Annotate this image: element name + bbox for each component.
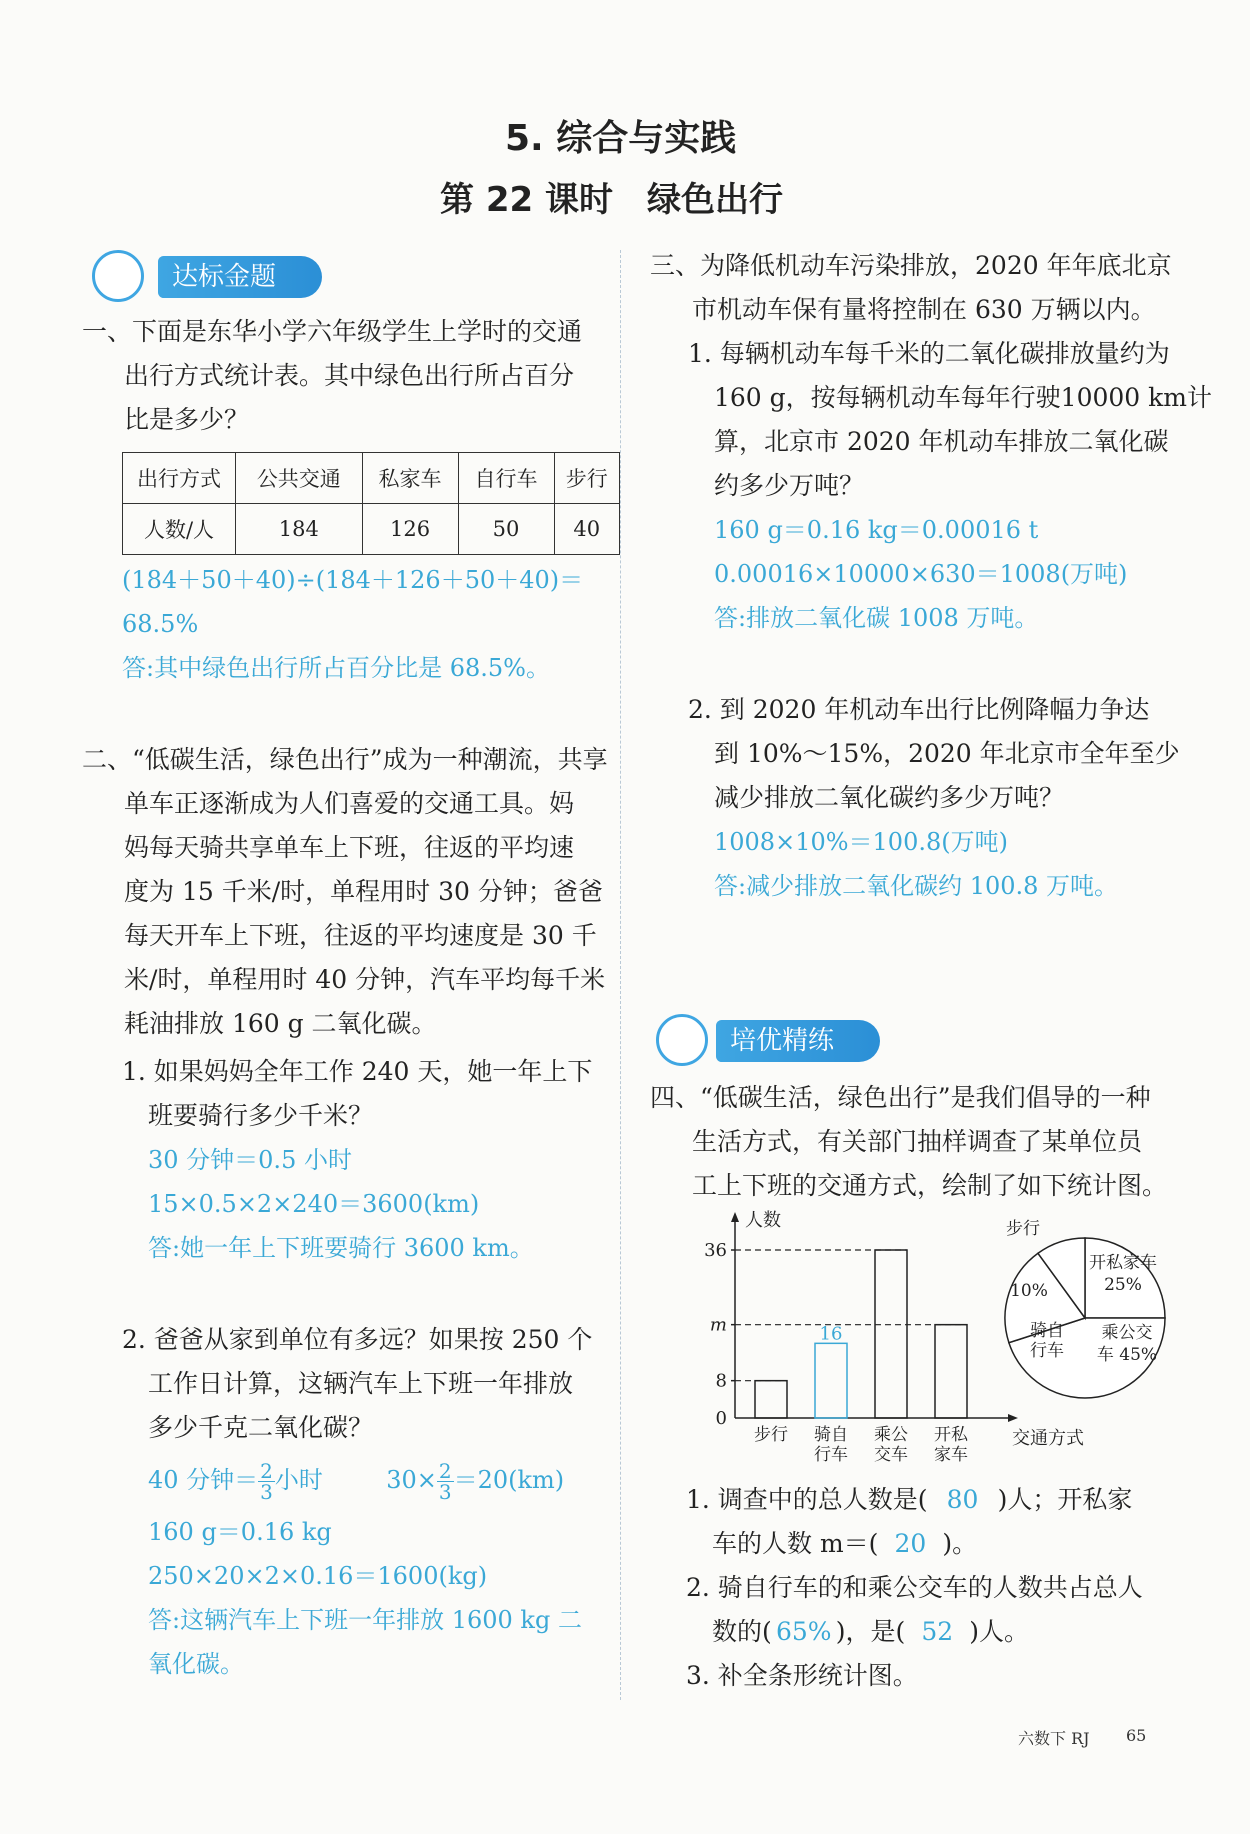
- table-header-row: [123, 453, 620, 504]
- x-tick-label: 行车: [814, 1445, 848, 1465]
- panda-mascot-icon: [656, 1014, 708, 1066]
- bar-开私家车: [935, 1325, 967, 1418]
- q3-sub2-line: 2. 到 2020 年机动车出行比例降幅力争达: [688, 695, 1150, 724]
- pie-label: 乘公交: [1101, 1323, 1153, 1343]
- q2-line: 米/时，单程用时 40 分钟，汽车平均每千米: [124, 965, 606, 994]
- y-tick-label: 36: [704, 1240, 727, 1261]
- q2-line: 二、“低碳生活，绿色出行”成为一种潮流，共享: [82, 745, 608, 774]
- q4-sub3-line: 3. 补全条形统计图。: [686, 1661, 918, 1690]
- q4-sub1-line: [686, 1522, 1143, 1566]
- answer-blank: 52: [921, 1617, 954, 1646]
- pie-label: 25%: [1104, 1275, 1142, 1295]
- column-divider: [620, 250, 621, 1700]
- q1-line: 比是多少？: [124, 405, 250, 434]
- q1-text: [82, 310, 582, 442]
- pie-chart: [1005, 1219, 1165, 1398]
- q4-text: 数的(: [712, 1617, 772, 1646]
- data-label: 16: [819, 1323, 843, 1345]
- q3-line: 市机动车保有量将控制在 630 万辆以内。: [692, 295, 1156, 324]
- q2-sub2-line: 2. 爸爸从家到单位有多远？如果按 250 个: [122, 1325, 593, 1354]
- q2-line: 度为 15 千米/时，单程用时 30 分钟；爸爸: [124, 877, 603, 906]
- q3-sub1: [688, 332, 1212, 640]
- travel-stat-table: [122, 452, 620, 555]
- y-tick-label: 0: [715, 1408, 727, 1429]
- table-header-cell: 公共交通: [236, 453, 363, 504]
- answer-blank: 65%: [775, 1617, 832, 1646]
- q4-line: 四、“低碳生活，绿色出行”是我们倡导的一种: [650, 1083, 1151, 1112]
- q4-text: )人。: [969, 1617, 1030, 1646]
- table-header-cell: 私家车: [362, 453, 458, 504]
- fraction-denominator: 3: [260, 1480, 273, 1504]
- answer-line: 答:排放二氧化碳 1008 万吨。: [714, 604, 1039, 632]
- q4-subs: [686, 1478, 1143, 1698]
- q2-sub2-line: 工作日计算，这辆汽车上下班一年排放: [148, 1369, 574, 1398]
- x-tick-label: 开私: [934, 1425, 968, 1445]
- pie-label: 步行: [1006, 1219, 1040, 1239]
- table-cell: 184: [236, 504, 363, 555]
- y-tick-label: 8: [715, 1370, 727, 1392]
- q4-sub2-line: 2. 骑自行车的和乘公交车的人数共占总人: [686, 1573, 1143, 1602]
- pie-label: 骑自: [1030, 1321, 1064, 1341]
- answer-fraction-line: [122, 1450, 592, 1510]
- q1-line: 出行方式统计表。其中绿色出行所占百分: [124, 361, 575, 390]
- q4-sub1-line: [686, 1478, 1143, 1522]
- y-tick-label: m: [709, 1314, 727, 1336]
- q1-answers: [122, 558, 583, 690]
- q2-sub1-line: 1. 如果妈妈全年工作 240 天，她一年上下: [122, 1057, 593, 1086]
- table-header-cell: 自行车: [458, 453, 554, 504]
- q4-text: )，是(: [835, 1617, 906, 1646]
- q4-text: 车的人数 m＝(: [712, 1529, 879, 1558]
- unit-title: 5. 综合与实践: [505, 118, 737, 159]
- x-tick-label: 交车: [874, 1445, 908, 1465]
- q3-sub2-line: 减少排放二氧化碳约多少万吨？: [714, 783, 1065, 812]
- pie-label: 行车: [1030, 1341, 1064, 1361]
- table-row-label: 人数/人: [123, 504, 236, 555]
- lesson-title: 第 22 课时 绿色出行: [440, 180, 783, 220]
- pie-label: 开私家车: [1089, 1253, 1157, 1273]
- y-axis-arrow-icon: [731, 1212, 739, 1222]
- answer-line: 答:减少排放二氧化碳约 100.8 万吨。: [714, 872, 1119, 900]
- answer-line: 160 g＝0.16 kg＝0.00016 t: [714, 516, 1039, 544]
- answer-blank: 20: [894, 1529, 927, 1558]
- answer-line: 答:这辆汽车上下班一年排放 1600 kg 二: [148, 1606, 582, 1634]
- q3-sub1-line: 算，北京市 2020 年机动车排放二氧化碳: [714, 427, 1169, 456]
- x-tick-label: 步行: [754, 1425, 788, 1445]
- fraction: [437, 1461, 454, 1502]
- x-tick-label: 乘公: [874, 1425, 908, 1445]
- bar-乘公交车: [875, 1250, 907, 1418]
- answer-text: 40 分钟＝: [148, 1466, 259, 1494]
- q3-sub2: [688, 688, 1180, 908]
- q4-line: 生活方式，有关部门抽样调查了某单位员: [692, 1127, 1143, 1156]
- fraction-denominator: 3: [438, 1480, 452, 1504]
- x-tick-label: 家车: [934, 1445, 968, 1465]
- fraction-numerator: 2: [260, 1459, 273, 1483]
- bar-步行: [755, 1381, 787, 1418]
- pie-label: 10%: [1010, 1281, 1048, 1301]
- q2-line: 耗油排放 160 g 二氧化碳。: [124, 1009, 437, 1038]
- panda-mascot-icon: [92, 250, 144, 302]
- q3-sub1-line: 约多少万吨？: [714, 471, 865, 500]
- table-header-cell: 步行: [554, 453, 619, 504]
- y-axis-label: 人数: [745, 1210, 781, 1231]
- q4-line: 工上下班的交通方式，绘制了如下统计图。: [692, 1171, 1168, 1200]
- q2-sub2-line: 多少千克二氧化碳？: [148, 1413, 374, 1442]
- answer-line: 1008×10%＝100.8(万吨): [714, 828, 1008, 856]
- section-banner-dabiao: 达标金题: [158, 256, 322, 298]
- table-row: [123, 504, 620, 555]
- q3-line: 三、为降低机动车污染排放，2020 年年底北京: [650, 251, 1172, 280]
- pie-label: 车 45%: [1096, 1345, 1158, 1365]
- q4-sub2-line: [686, 1610, 1143, 1654]
- q2-line: 每天开车上下班，往返的平均速度是 30 千: [124, 921, 597, 950]
- fraction-numerator: 2: [438, 1459, 452, 1483]
- q3-text: [650, 244, 1172, 332]
- answer-blank: 80: [946, 1485, 979, 1514]
- x-axis-arrow-icon: [1008, 1414, 1018, 1422]
- q2-sub1-line: 班要骑行多少千米？: [148, 1101, 374, 1130]
- fraction: [258, 1461, 275, 1502]
- q4-text: [650, 1076, 1167, 1208]
- answer-line: (184＋50＋40)÷(184＋126＋50＋40)＝: [122, 566, 584, 594]
- q3-sub1-line: 1. 每辆机动车每千米的二氧化碳排放量约为: [688, 339, 1170, 368]
- answer-text: 小时: [274, 1466, 323, 1494]
- answer-line: 15×0.5×2×240＝3600(km): [148, 1190, 480, 1218]
- q3-sub1-line: 160 g，按每辆机动车每年行驶10000 km计: [714, 383, 1212, 412]
- answer-line: 250×20×2×0.16＝1600(kg): [148, 1562, 488, 1590]
- section-banner-peiyou: 培优精练: [716, 1020, 880, 1062]
- q1-line: 一、下面是东华小学六年级学生上学时的交通: [82, 317, 583, 346]
- q2-sub1: [122, 1050, 592, 1270]
- answer-line: 68.5%: [122, 610, 199, 638]
- answer-line: 答:她一年上下班要骑行 3600 km。: [148, 1234, 534, 1262]
- bar-and-pie-chart: [700, 1208, 1180, 1478]
- q4-text: )。: [942, 1529, 978, 1558]
- q2-line: 妈每天骑共享单车上下班，往返的平均速: [124, 833, 575, 862]
- q2-sub2: [122, 1318, 592, 1686]
- page-number: 65: [1126, 1726, 1147, 1745]
- q3-sub2-line: 到 10%～15%，2020 年北京市全年至少: [714, 739, 1180, 768]
- table-cell: 126: [362, 504, 458, 555]
- q2-line: 单车正逐渐成为人们喜爱的交通工具。妈: [124, 789, 575, 818]
- table-header-cell: 出行方式: [123, 453, 236, 504]
- q2-text: [82, 738, 608, 1046]
- footer-book: 六数下 RJ: [1018, 1729, 1090, 1748]
- answer-line: 氧化碳。: [148, 1650, 244, 1678]
- bar-骑自行车: [815, 1343, 847, 1418]
- q4-text: 1. 调查中的总人数是(: [686, 1485, 928, 1514]
- x-tick-label: 骑自: [814, 1425, 848, 1445]
- answer-text: ＝20(km): [453, 1466, 565, 1494]
- x-axis-label: 交通方式: [1012, 1428, 1084, 1449]
- answer-text: 30×: [386, 1466, 437, 1494]
- answer-line: 160 g＝0.16 kg: [148, 1518, 332, 1546]
- answer-line: 30 分钟＝0.5 小时: [148, 1146, 352, 1174]
- table-cell: 50: [458, 504, 554, 555]
- answer-line: 答:其中绿色出行所占百分比是 68.5%。: [122, 654, 550, 682]
- table-cell: 40: [554, 504, 619, 555]
- answer-line: 0.00016×10000×630＝1008(万吨): [714, 560, 1128, 588]
- q4-text: )人；开私家: [997, 1485, 1133, 1514]
